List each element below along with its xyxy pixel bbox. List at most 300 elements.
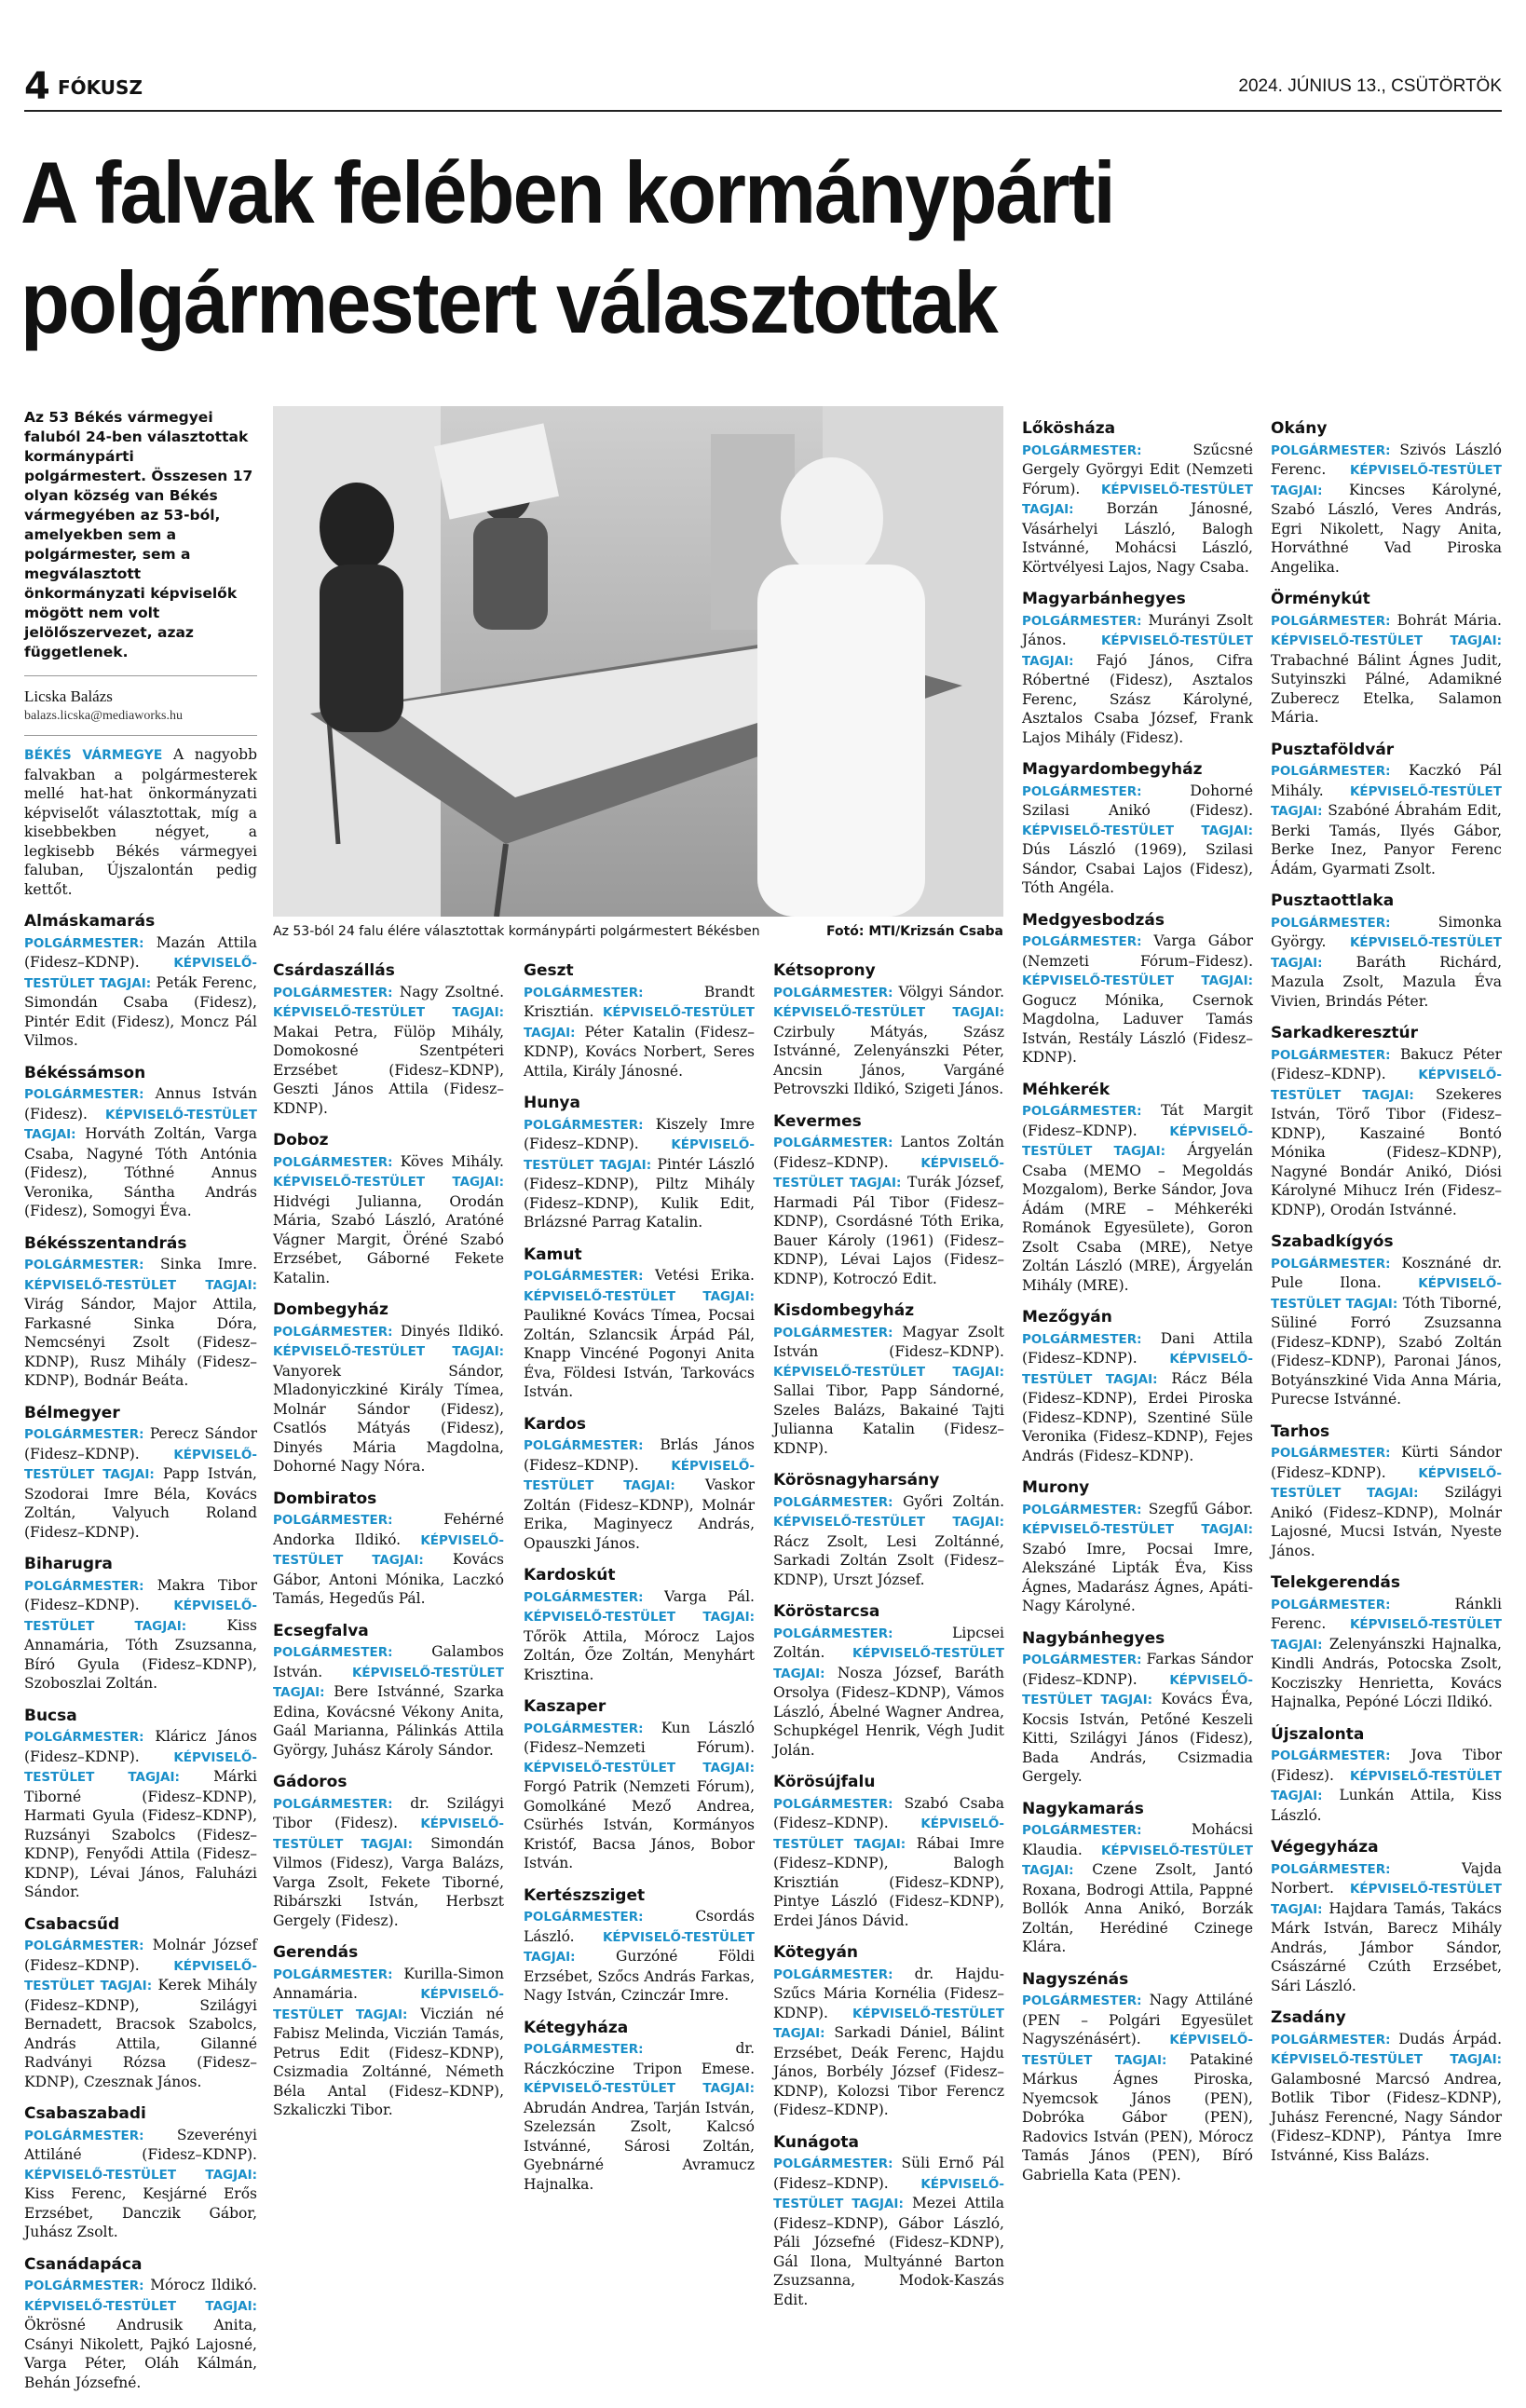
council-label: KÉPVISELŐ-TESTÜLET TAGJAI: bbox=[773, 1816, 1004, 1852]
mayor-value: Lantos Zoltán (Fidesz–KDNP). bbox=[773, 1134, 1004, 1171]
mayor-label: POLGÁRMESTER: bbox=[1271, 1748, 1391, 1763]
council-label: KÉPVISELŐ-TESTÜLET TAGJAI: bbox=[273, 1175, 504, 1190]
settlement-entry bbox=[1022, 441, 1253, 578]
settlement-name: Murony bbox=[1022, 1478, 1090, 1497]
settlement-entry bbox=[773, 1133, 1004, 1288]
settlement-entry bbox=[773, 1794, 1004, 1931]
council-value: Szilágyi Anikó (Fidesz–KDNP), Molnár Lajosné, Mucsi István, Nyeste János. bbox=[1271, 1484, 1502, 1559]
photo-credit: Fotó: MTI/Krizsán Csaba bbox=[825, 924, 1003, 939]
settlement-name: Kardoskút bbox=[524, 1566, 616, 1585]
mayor-label: POLGÁRMESTER: bbox=[524, 985, 644, 1000]
council-value: Lunkán Attila, Kiss László. bbox=[1271, 1787, 1502, 1824]
headline: A falvak felében kormánypárti polgármestert választottak bbox=[20, 143, 1114, 351]
settlement-name: Medgyesbodzás bbox=[1022, 910, 1165, 930]
settlement-entry bbox=[524, 1907, 755, 2006]
settlement-name: Nagykamarás bbox=[1022, 1799, 1144, 1818]
settlement-name: Kötegyán bbox=[773, 1943, 859, 1962]
council-value: Dús László (1969), Szilasi Sándor, Csabai Lajos (Fidesz), Tóth Angéla. bbox=[1022, 841, 1253, 896]
mayor-label: POLGÁRMESTER: bbox=[773, 1796, 893, 1812]
mayor-value: Tát Margit (Fidesz–KDNP). bbox=[1022, 1102, 1253, 1139]
settlement-name: Körösújfalu bbox=[773, 1773, 876, 1791]
council-label: KÉPVISELŐ-TESTÜLET TAGJAI: bbox=[773, 1005, 1004, 1020]
settlement-name: Doboz bbox=[273, 1131, 329, 1150]
council-label: KÉPVISELŐ-TESTÜLET TAGJAI: bbox=[524, 1288, 755, 1304]
settlement-entry bbox=[24, 1576, 257, 1694]
mayor-value: Jova Tibor (Fidesz). bbox=[1271, 1747, 1502, 1784]
settlement-entry bbox=[1022, 1500, 1253, 1616]
council-value: Rácz Béla (Fidesz–KDNP), Erdei Piroska (Fidesz–KDNP), Szentiné Süle Veronika (Fidesz–KDNP), Fejes András (Fidesz–KDNP). bbox=[1022, 1369, 1253, 1464]
mayor-value: Kiszely Imre (Fidesz–KDNP). bbox=[524, 1115, 755, 1152]
intro-text: A nagyobb falvakban a polgármesterek mellé hat-hat önkormányzati képviselőt választottak, míg a kisebbekben négyet, a legkisebb Békés vármegyei faluban, Újszalontán pedig kettőt. bbox=[24, 746, 257, 898]
mayor-label: POLGÁRMESTER: bbox=[1271, 1256, 1391, 1272]
council-label: KÉPVISELŐ-TESTÜLET TAGJAI: bbox=[273, 1532, 504, 1568]
mayor-label: POLGÁRMESTER: bbox=[524, 1438, 644, 1453]
council-value: Hajdara Tamás, Takács Márk István, Barecz Mihály András, Jámbor Sándor, Császárné Czúth Erzsébet, Sári László. bbox=[1271, 1899, 1502, 1994]
mayor-label: POLGÁRMESTER: bbox=[524, 2042, 644, 2057]
council-value: Turák József, Harmadi Pál Tibor (Fidesz–KDNP), Csordásné Tóth Erika, Bauer Károly (1961) (Fidesz–KDNP), Lévai Lajos (Fidesz–KDNP), Kotroczó Edit. bbox=[773, 1174, 1004, 1287]
mayor-value: Szabó Csaba (Fidesz–KDNP). bbox=[773, 1794, 1004, 1831]
council-label: KÉPVISELŐ-TESTÜLET TAGJAI: bbox=[24, 1277, 257, 1293]
council-label: KÉPVISELŐ-TESTÜLET TAGJAI: bbox=[24, 1958, 257, 1993]
council-label: KÉPVISELŐ-TESTÜLET TAGJAI: bbox=[524, 1005, 755, 1041]
settlement-name: Magyardombegyház bbox=[1022, 760, 1203, 779]
council-value: Rábai Imre (Fidesz–KDNP), Balogh Krisztián (Fidesz–KDNP), Pintye László (Fidesz–KDNP), Erdei János Dávid. bbox=[773, 1834, 1005, 1929]
settlement-name: Mezőgyán bbox=[1022, 1308, 1112, 1326]
mayor-value: Mohácsi Klaudia. bbox=[1022, 1821, 1253, 1858]
council-label: KÉPVISELŐ-TESTÜLET TAGJAI: bbox=[773, 2176, 1004, 2211]
settlement-entry bbox=[773, 1965, 1004, 2120]
council-label: KÉPVISELŐ-TESTÜLET TAGJAI: bbox=[1022, 633, 1253, 669]
mayor-label: POLGÁRMESTER: bbox=[1022, 1823, 1142, 1838]
settlement-name: Kunágota bbox=[773, 2132, 859, 2152]
mayor-value: dr. Hajdu-Szűcs Mária Kornélia (Fidesz–KDNP). bbox=[773, 1965, 1004, 2021]
settlement-entry bbox=[24, 1936, 257, 2091]
settlement-entry bbox=[524, 983, 755, 1082]
mayor-value: Mazán Attila (Fidesz–KDNP). bbox=[24, 933, 257, 971]
mayor-value: dr. Szilágyi Tibor (Fidesz). bbox=[273, 1794, 504, 1831]
entries-col6 bbox=[1271, 419, 1502, 2165]
settlement-name: Okány bbox=[1271, 419, 1328, 438]
settlement-name: Kaszaper bbox=[524, 1697, 606, 1716]
council-value: Patakiné Márkus Ágnes Piroska, Nyemcsok János (PEN), Dobróka Gábor (PEN), Radovics István (PEN), Mórocz Tamás János (PEN), Bíró Gabriella Kata (PEN). bbox=[1022, 2050, 1253, 2184]
settlement-name: Pusztaföldvár bbox=[1271, 740, 1395, 759]
mayor-value: Farkas Sándor (Fidesz–KDNP). bbox=[1022, 1651, 1253, 1688]
settlement-name: Nagyszénás bbox=[1022, 1969, 1129, 1989]
council-value: Paulikné Kovács Tímea, Pocsai Zoltán, Szlancsik Árpád Pál, Knapp Vincéné Pogonyi Anita Éva, Földesi István, Tarkovács István. bbox=[524, 1307, 755, 1400]
column-4 bbox=[773, 948, 1004, 2311]
settlement-entry bbox=[1022, 1101, 1253, 1295]
settlement-entry bbox=[1271, 1045, 1502, 1220]
council-label: KÉPVISELŐ-TESTÜLET TAGJAI: bbox=[1271, 1465, 1502, 1501]
council-label: KÉPVISELŐ-TESTÜLET TAGJAI: bbox=[1271, 463, 1502, 498]
settlement-entry bbox=[1022, 1650, 1253, 1787]
council-label: KÉPVISELŐ-TESTÜLET TAGJAI: bbox=[1022, 482, 1253, 517]
mayor-label: POLGÁRMESTER: bbox=[24, 1258, 144, 1272]
mayor-label: POLGÁRMESTER: bbox=[1271, 1861, 1391, 1877]
mayor-label: POLGÁRMESTER: bbox=[524, 1910, 644, 1925]
mayor-label: POLGÁRMESTER: bbox=[773, 1494, 893, 1510]
settlement-entry bbox=[1271, 2030, 1502, 2166]
mayor-label: POLGÁRMESTER: bbox=[24, 1730, 144, 1745]
settlement-entry bbox=[1022, 782, 1253, 898]
settlement-name: Csabacsűd bbox=[24, 1914, 120, 1934]
council-label: KÉPVISELŐ-TESTÜLET TAGJAI: bbox=[1271, 783, 1502, 819]
settlement-entry bbox=[524, 1115, 755, 1232]
mayor-value: Sinka Imre. bbox=[160, 1256, 257, 1272]
mayor-value: Szivós László Ferenc. bbox=[1271, 441, 1502, 478]
council-value: Gurzóné Földi Erzsébet, Szőcs András Farkas, Nagy István, Czinczár Imre. bbox=[524, 1948, 755, 2004]
mayor-value: Szeverényi Attiláné (Fidesz–KDNP). bbox=[24, 2126, 257, 2163]
settlement-entry bbox=[524, 1266, 755, 1402]
issue-date: 2024. JÚNIUS 13., CSÜTÖRTÖK bbox=[1238, 76, 1502, 96]
mayor-value: Mórocz Ildikó. bbox=[150, 2277, 257, 2293]
mayor-value: Kürti Sándor (Fidesz–KDNP). bbox=[1271, 1444, 1502, 1481]
column-1 bbox=[24, 408, 257, 2394]
settlement-entry bbox=[524, 1719, 755, 1873]
settlement-name: Almáskamarás bbox=[24, 912, 156, 931]
council-value: Tőrök Attila, Mórocz Lajos Zoltán, Őze Zoltán, Menyhárt Krisztina. bbox=[524, 1627, 755, 1683]
council-value: Papp István, Szodorai Imre Béla, Kovács Zoltán, Valyuch Roland (Fidesz–KDNP). bbox=[24, 1465, 257, 1541]
settlement-name: Ecsegfalva bbox=[273, 1621, 369, 1640]
mayor-value: Süli Ernő Pál (Fidesz–KDNP). bbox=[773, 2155, 1004, 2192]
settlement-name: Pusztaottlaka bbox=[1271, 891, 1395, 910]
council-label: KÉPVISELŐ-TESTÜLET TAGJAI: bbox=[1271, 1276, 1502, 1312]
council-label: KÉPVISELŐ-TESTÜLET TAGJAI: bbox=[1271, 1882, 1502, 1917]
settlement-name: Sarkadkeresztúr bbox=[1271, 1024, 1418, 1042]
mayor-value: Molnár József (Fidesz–KDNP). bbox=[24, 1937, 257, 1974]
mayor-value: Dani Attila (Fidesz–KDNP). bbox=[1022, 1329, 1253, 1367]
council-value: Árgyelán Csaba (MEMO – Megoldás Mozgalom), Berke Sándor, Jova Ádám (MRE – Méhkeréki Románok Egyesülete), Goron Zsolt Csaba (MRE), Netye Zoltán László (MRE), Árgyelán Mihály (MRE). bbox=[1022, 1142, 1253, 1294]
settlement-entry bbox=[524, 2039, 755, 2194]
council-label: KÉPVISELŐ-TESTÜLET TAGJAI: bbox=[1271, 935, 1502, 971]
settlement-entry bbox=[273, 983, 504, 1119]
caption-text: Az 53-ból 24 falu élére választottak kormánypárti polgármestert Békésben bbox=[273, 924, 760, 939]
mayor-label: POLGÁRMESTER: bbox=[1271, 764, 1391, 779]
mayor-label: POLGÁRMESTER: bbox=[1022, 1331, 1142, 1347]
settlement-entry bbox=[24, 1255, 257, 1391]
settlement-name: Kertészsziget bbox=[524, 1885, 646, 1905]
lead-paragraph: Az 53 Békés vármegyei faluból 24-ben választottak kormánypárti polgármestert. Összesen 17 olyan község van Békés vármegyében az 53-ból, amelyekben sem a polgármester, sem a megválasztott önkormányzati képviselők mögött nem volt jelölőszervezet, azaz függetlenek. bbox=[24, 409, 253, 660]
mayor-label: POLGÁRMESTER: bbox=[1271, 2032, 1391, 2047]
mayor-value: Dinyés Ildikó. bbox=[400, 1322, 504, 1340]
settlement-entry bbox=[1271, 1595, 1502, 1712]
council-label: KÉPVISELŐ-TESTÜLET TAGJAI: bbox=[1022, 1522, 1253, 1537]
settlement-name: Méhkerék bbox=[1022, 1080, 1110, 1099]
mayor-label: POLGÁRMESTER: bbox=[24, 935, 144, 951]
mayor-value: Murányi Zsolt János. bbox=[1022, 611, 1253, 648]
council-label: KÉPVISELŐ-TESTÜLET TAGJAI: bbox=[773, 1364, 1004, 1380]
council-value: Bere Istvánné, Szarka Edina, Kovácsné Vékony Anita, Gaál Marianna, Pálinkás Attila György, Juhász Károly Sándor. bbox=[273, 1683, 504, 1759]
entries-col2 bbox=[273, 961, 504, 2120]
council-value: Kovács Gábor, Antoni Mónika, Laczkó Tamás, Hegedűs Pál. bbox=[273, 1551, 504, 1607]
photo-caption bbox=[273, 924, 1003, 939]
council-value: Baráth Richárd, Mazula Zsolt, Mazula Éva Vivien, Brindás Péter. bbox=[1271, 953, 1502, 1010]
council-label: KÉPVISELŐ-TESTÜLET TAGJAI: bbox=[1271, 1617, 1502, 1653]
council-value: Makai Petra, Fülöp Mihály, Domokosné Szentpéteri Erzsébet (Fidesz–KDNP), Geszti János Attila (Fidesz–KDNP). bbox=[273, 1023, 504, 1117]
mayor-label: POLGÁRMESTER: bbox=[773, 985, 893, 1000]
council-value: Márki Tiborné (Fidesz–KDNP), Harmati Gyula (Fidesz–KDNP), Ruzsányi Szabolcs (Fidesz–KDNP), Fenyődi Attila (Fidesz–KDNP), Lévai János, Faluházi Sándor. bbox=[24, 1768, 257, 1900]
settlement-entry bbox=[773, 2154, 1004, 2309]
settlement-entry bbox=[1022, 1991, 1253, 2184]
mayor-label: POLGÁRMESTER: bbox=[524, 1721, 644, 1736]
council-label: KÉPVISELŐ-TESTÜLET TAGJAI: bbox=[24, 1107, 257, 1142]
mayor-value: Kaczkó Pál Mihály. bbox=[1271, 762, 1502, 799]
settlement-name: Kamut bbox=[524, 1245, 582, 1264]
settlement-entry bbox=[1271, 913, 1502, 1012]
council-value: Peták Ferenc, Simondán Csaba (Fidesz), Pintér Edit (Fidesz), Moncz Pál Vilmos. bbox=[24, 973, 257, 1049]
council-label: KÉPVISELŐ-TESTÜLET TAGJAI: bbox=[524, 1610, 755, 1625]
mayor-label: POLGÁRMESTER: bbox=[524, 1589, 644, 1605]
council-label: KÉPVISELŐ-TESTÜLET TAGJAI: bbox=[273, 1987, 504, 2022]
council-label: KÉPVISELŐ-TESTÜLET TAGJAI: bbox=[273, 1344, 504, 1359]
mayor-label: POLGÁRMESTER: bbox=[1271, 1597, 1391, 1612]
settlement-entry bbox=[24, 1424, 257, 1542]
council-value: Tóth Tiborné, Süliné Forró Zsuzsanna (Fidesz–KDNP), Szabó Zoltán (Fidesz–KDNP), Paronai János, Botyánszkiné Vida Anna Mária, Purecse Istvánné. bbox=[1271, 1294, 1502, 1408]
settlement-name: Újszalonta bbox=[1271, 1724, 1365, 1744]
mayor-label: POLGÁRMESTER: bbox=[24, 1939, 144, 1953]
entries-col1 bbox=[24, 912, 257, 2392]
settlement-entry bbox=[1022, 1820, 1253, 1957]
settlement-name: Körösnagyharsány bbox=[773, 1471, 940, 1490]
council-value: Galambosné Marcsó Andrea, Botlik Tibor (Fidesz–KDNP), Juhász Ferencné, Nagy Sándor (Fidesz–KDNP), Pántya Imre Istvánné, Kiss Balázs. bbox=[1271, 2070, 1502, 2164]
council-value: Pintér László (Fidesz–KDNP), Piltz Mihály (Fidesz–KDNP), Kulik Edit, Brlázsné Parrag Katalin. bbox=[524, 1155, 755, 1231]
mayor-value: Makra Tibor (Fidesz–KDNP). bbox=[24, 1576, 257, 1613]
mayor-value: Simonka György. bbox=[1271, 913, 1502, 950]
entries-col3 bbox=[524, 961, 755, 2194]
council-label: KÉPVISELŐ-TESTÜLET TAGJAI: bbox=[24, 2167, 257, 2183]
settlement-entry bbox=[273, 1152, 504, 1288]
column-6 bbox=[1271, 406, 1502, 2167]
mayor-value: Dudás Árpád. bbox=[1398, 2030, 1502, 2047]
council-label: KÉPVISELŐ-TESTÜLET TAGJAI: bbox=[524, 2081, 755, 2096]
mayor-label: POLGÁRMESTER: bbox=[1022, 934, 1142, 949]
mayor-value: Varga Gábor (Nemzeti Fórum–Fidesz). bbox=[1022, 932, 1253, 970]
mayor-label: POLGÁRMESTER: bbox=[1022, 1993, 1142, 2008]
council-label: KÉPVISELŐ-TESTÜLET TAGJAI: bbox=[24, 2298, 257, 2314]
mayor-value: Kun László (Fidesz–Nemzeti Fórum). bbox=[524, 1719, 755, 1756]
council-label: KÉPVISELŐ-TESTÜLET TAGJAI: bbox=[1022, 973, 1253, 988]
council-value: Gogucz Mónika, Csernok Magdolna, Laduver Tamás István, Restály László (Fidesz–KDNP). bbox=[1022, 991, 1253, 1066]
settlement-entry bbox=[24, 933, 257, 1051]
mayor-value: Kurilla-Simon Annamária. bbox=[273, 1965, 504, 2002]
mayor-value: dr. Ráczkóczine Tripon Emese. bbox=[524, 2040, 755, 2077]
mayor-label: POLGÁRMESTER: bbox=[273, 1645, 393, 1660]
council-value: Fajó János, Cifra Róbertné (Fidesz), Asztalos Ferenc, Szász Károlyné, Asztalos Csaba József, Frank Lajos Mihály (Fidesz). bbox=[1022, 651, 1253, 746]
mayor-value: Völgyi Sándor. bbox=[898, 983, 1004, 1000]
settlement-entry bbox=[773, 1323, 1004, 1459]
settlement-name: Bucsa bbox=[24, 1706, 77, 1725]
mayor-value: Bohrát Mária. bbox=[1397, 611, 1502, 629]
column-5 bbox=[1022, 406, 1253, 2186]
settlement-name: Csabaszabadi bbox=[24, 2104, 146, 2123]
council-label: KÉPVISELŐ-TESTÜLET TAGJAI: bbox=[773, 1155, 1004, 1190]
settlement-name: Dombiratos bbox=[273, 1489, 377, 1508]
mayor-value: Kosznáné dr. Pule Ilona. bbox=[1271, 1254, 1502, 1291]
council-label: KÉPVISELŐ-TESTÜLET TAGJAI: bbox=[1271, 2052, 1502, 2067]
settlement-name: Örménykút bbox=[1271, 590, 1370, 608]
settlement-name: Kisdombegyház bbox=[773, 1301, 915, 1320]
settlement-name: Zsadány bbox=[1271, 2008, 1346, 2027]
mayor-value: Dohorné Szilasi Anikó (Fidesz). bbox=[1022, 782, 1253, 819]
mayor-label: POLGÁRMESTER: bbox=[1022, 1502, 1142, 1517]
settlement-name: Tarhos bbox=[1271, 1422, 1330, 1441]
settlement-entry bbox=[24, 2276, 257, 2392]
settlement-name: Bélmegyer bbox=[24, 1403, 120, 1422]
mayor-label: POLGÁRMESTER: bbox=[524, 1269, 644, 1284]
settlement-entry bbox=[1271, 761, 1502, 878]
column-3 bbox=[524, 948, 755, 2196]
settlement-entry bbox=[24, 2126, 257, 2242]
settlement-name: Csanádapáca bbox=[24, 2254, 143, 2274]
council-value: Abrudán Andrea, Tarján István, Szelezsán Zsolt, Kalcsó Istvánné, Sárosi Zoltán, Gyebnárné Avramucz Hajnalka. bbox=[524, 2099, 755, 2193]
mayor-label: POLGÁRMESTER: bbox=[24, 1087, 144, 1102]
mayor-value: Nagy Attiláné (PEN – Polgári Egyesület Nagyszénásért). bbox=[1022, 1992, 1253, 2047]
mayor-value: Bakucz Péter (Fidesz–KDNP). bbox=[1271, 1045, 1502, 1082]
mayor-value: Csordás László. bbox=[524, 1908, 755, 1945]
council-label: KÉPVISELŐ-TESTÜLET TAGJAI: bbox=[773, 1515, 1004, 1530]
council-value: Horváth Zoltán, Varga Csaba, Nagyné Tóth Antónia (Fidesz), Tóthné Annus Veronika, Sántha András (Fidesz), Somogyi Éva. bbox=[24, 1125, 257, 1219]
settlement-entry bbox=[1271, 1254, 1502, 1409]
council-label: KÉPVISELŐ-TESTÜLET TAGJAI: bbox=[773, 2006, 1004, 2041]
mayor-value: Kláricz János (Fidesz–KDNP). bbox=[24, 1728, 257, 1765]
settlement-entry bbox=[24, 1084, 257, 1221]
mayor-label: POLGÁRMESTER: bbox=[273, 1513, 393, 1528]
settlement-entry bbox=[273, 1642, 504, 1760]
mayor-label: POLGÁRMESTER: bbox=[1022, 442, 1142, 458]
mayor-value: Nagy Zsoltné. bbox=[399, 983, 504, 1000]
settlement-name: Köröstarcsa bbox=[773, 1602, 880, 1621]
council-label: KÉPVISELŐ-TESTÜLET TAGJAI: bbox=[24, 1447, 257, 1482]
council-value: Szabóné Ábrahám Edit, Berki Tamás, Ilyés Gábor, Berke Inez, Panyor Ferenc Ádám, Gyarmati Zsolt. bbox=[1271, 802, 1502, 877]
council-value: Forgó Patrik (Nemzeti Fórum), Gomolkáné Mező Andrea, Csürhés István, Kormányos Kristóf, Bacsa János, Bobor István. bbox=[524, 1778, 755, 1871]
mayor-value: Brlás János (Fidesz–KDNP). bbox=[524, 1436, 755, 1474]
mayor-value: Fehérné Andorka Ildikó. bbox=[273, 1511, 504, 1548]
mayor-value: Ránkli Ferenc. bbox=[1271, 1595, 1502, 1632]
mayor-value: Vajda Norbert. bbox=[1271, 1859, 1502, 1897]
settlement-name: Békésszentandrás bbox=[24, 1233, 187, 1253]
column-2 bbox=[273, 948, 504, 2122]
mayor-value: Varga Pál. bbox=[664, 1587, 755, 1605]
council-label: KÉPVISELŐ-TESTÜLET TAGJAI: bbox=[1271, 1768, 1502, 1803]
settlement-name: Lőkösháza bbox=[1022, 419, 1116, 438]
council-value: Szabó Imre, Pocsai Imre, Alekszáné Lipták Éva, Kiss Ágnes, Madarász Ágnes, Apáti-Nagy Károlyné. bbox=[1022, 1540, 1253, 1614]
settlement-entry bbox=[524, 1435, 755, 1553]
mayor-value: Szűcsné Gergely Györgyi Edit (Nemzeti Fórum). bbox=[1022, 441, 1253, 497]
mayor-label: POLGÁRMESTER: bbox=[1271, 613, 1391, 629]
settlement-name: Telekgerendás bbox=[1271, 1573, 1401, 1592]
settlement-name: Kétegyháza bbox=[524, 2018, 629, 2037]
settlement-entry bbox=[273, 1322, 504, 1476]
settlement-entry bbox=[1022, 1329, 1253, 1466]
settlement-name: Dombegyház bbox=[273, 1300, 388, 1319]
council-value: Trabachné Bálint Ágnes Judit, Sutyinszki Pálné, Adamikné Zuberecz Etelka, Salamon Mária. bbox=[1271, 651, 1502, 726]
mayor-label: POLGÁRMESTER: bbox=[24, 1427, 144, 1442]
council-value: Virág Sándor, Major Attila, Farkasné Sinka Dóra, Nemcsényi Zsolt (Fidesz–KDNP), Rusz Mihály (Fidesz–KDNP), Bodnár Beáta. bbox=[24, 1296, 257, 1389]
settlement-name: Magyarbánhegyes bbox=[1022, 590, 1186, 608]
council-label: KÉPVISELŐ-TESTÜLET TAGJAI: bbox=[524, 1929, 755, 1965]
council-label: KÉPVISELŐ-TESTÜLET TAGJAI: bbox=[273, 1665, 504, 1700]
mayor-value: Perecz Sándor (Fidesz–KDNP). bbox=[24, 1425, 257, 1462]
council-value: Kerek Mihály (Fidesz–KDNP), Szilágyi Bernadett, Bracsok Szabolcs, András Attila, Gilanné Radványi Rózsa (Fidesz–KDNP), Czesznak János. bbox=[24, 1977, 257, 2090]
council-label: KÉPVISELŐ-TESTÜLET TAGJAI: bbox=[1022, 1672, 1253, 1707]
council-value: Kincses Károlyné, Szabó László, Veres András, Egri Nikolett, Nagy Anita, Horváthné Vad Piroska Angelika. bbox=[1271, 481, 1502, 576]
settlement-name: Kardos bbox=[524, 1414, 586, 1434]
settlement-name: Szabadkígyós bbox=[1271, 1232, 1394, 1251]
council-label: KÉPVISELŐ-TESTÜLET TAGJAI: bbox=[1022, 2033, 1253, 2068]
mayor-label: POLGÁRMESTER: bbox=[1271, 1047, 1391, 1063]
council-value: Borzán Jánosné, Vásárhelyi László, Balogh Istvánné, Mohácsi László, Körtvélyesi Lajos, Nagy Csaba. bbox=[1022, 500, 1253, 576]
council-value: Mezei Attila (Fidesz–KDNP), Gábor László, Páli Józsefné (Fidesz–KDNP), Gál Ilona, Multyánné Barton Zsuzsanna, Modok-Kaszás Edit. bbox=[773, 2195, 1004, 2308]
settlement-name: Kevermes bbox=[773, 1111, 862, 1131]
settlement-name: Gádoros bbox=[273, 1773, 347, 1791]
council-label: KÉPVISELŐ-TESTÜLET TAGJAI: bbox=[1022, 1843, 1253, 1878]
council-value: Sarkadi Dániel, Bálint Erzsébet, Deák Ferenc, Hajdu János, Borbély József (Fidesz–KDNP), Kolozsi Tibor Ferencz (Fidesz–KDNP). bbox=[773, 2024, 1004, 2118]
mayor-label: POLGÁRMESTER: bbox=[773, 1325, 893, 1340]
council-value: Sallai Tibor, Papp Sándorné, Szeles Balázs, Bakainé Tajti Julianna Katalin (Fidesz–KDNP). bbox=[773, 1382, 1004, 1457]
settlement-name: Nagybánhegyes bbox=[1022, 1628, 1165, 1648]
photo-illustration bbox=[273, 406, 1003, 917]
settlement-name: Biharugra bbox=[24, 1555, 113, 1573]
settlement-entry bbox=[1271, 1746, 1502, 1825]
settlement-entry bbox=[273, 1510, 504, 1609]
intro-paragraph bbox=[24, 745, 257, 899]
mayor-value: Lipcsei Zoltán. bbox=[773, 1624, 1004, 1661]
section-title: FÓKUSZ bbox=[58, 76, 143, 99]
mayor-label: POLGÁRMESTER: bbox=[24, 2128, 144, 2143]
council-label: KÉPVISELŐ-TESTÜLET TAGJAI: bbox=[1022, 1352, 1253, 1387]
settlement-name: Békéssámson bbox=[24, 1063, 146, 1082]
mayor-value: Szegfű Gábor. bbox=[1148, 1500, 1253, 1517]
council-label: KÉPVISELŐ-TESTÜLET TAGJAI: bbox=[24, 1599, 257, 1634]
settlement-entry bbox=[524, 1587, 755, 1685]
settlement-name: Gerendás bbox=[273, 1943, 359, 1962]
settlement-entry bbox=[1271, 611, 1502, 728]
council-value: Czirbuly Mátyás, Szász Istvánné, Zelenyánszki Péter, Ancsin János, Vargáné Petrovszki Ildikó, Szigeti János. bbox=[773, 1023, 1004, 1097]
mayor-label: POLGÁRMESTER: bbox=[24, 2279, 144, 2293]
council-value: Zelenyánszki Hajnalka, Kindli András, Potocska Zsolt, Kocziszky Henrietta, Kovács Hajnalka, Pepóné Lóczi Ildikó. bbox=[1271, 1635, 1502, 1710]
mayor-value: Magyar Zsolt István (Fidesz–KDNP). bbox=[773, 1323, 1004, 1360]
council-label: KÉPVISELŐ-TESTÜLET TAGJAI: bbox=[24, 1749, 257, 1785]
council-value: Vanyorek Sándor, Mladonyiczkiné Király Tímea, Molnár Sándor (Fidesz), Csatlós Mátyás (Fidesz), Dinyés Mária Magdolna, Dohorné Nagy Nóra. bbox=[273, 1362, 504, 1475]
council-value: Ökrösné Andrusik Anita, Csányi Nikolett, Pajkó Lajosné, Varga Péter, Oláh Kálmán, Behán Józsefné. bbox=[24, 2317, 257, 2391]
author-email[interactable]: balazs.licska@mediaworks.hu bbox=[24, 707, 257, 737]
mayor-label: POLGÁRMESTER: bbox=[1022, 613, 1142, 629]
settlement-entry bbox=[773, 983, 1004, 1099]
council-label: KÉPVISELŐ-TESTÜLET TAGJAI: bbox=[524, 1760, 755, 1775]
author-name: Licska Balázs bbox=[24, 675, 257, 707]
mayor-label: POLGÁRMESTER: bbox=[773, 2156, 893, 2171]
mayor-label: POLGÁRMESTER: bbox=[273, 985, 393, 1000]
settlement-entry bbox=[1271, 1443, 1502, 1560]
mayor-value: Galambos István. bbox=[273, 1643, 504, 1680]
mayor-value: Brandt Krisztián. bbox=[524, 983, 755, 1020]
mayor-label: POLGÁRMESTER: bbox=[773, 1966, 893, 1982]
council-value: Kiss Ferenc, Kesjárné Erős Erzsébet, Danczik Gábor, Juhász Zsolt. bbox=[24, 2185, 257, 2240]
settlement-entry bbox=[273, 1965, 504, 2120]
settlement-name: Végegyháza bbox=[1271, 1838, 1379, 1857]
settlement-entry bbox=[1271, 441, 1502, 578]
mayor-value: Vetési Erika. bbox=[655, 1267, 755, 1284]
mayor-label: POLGÁRMESTER: bbox=[1271, 1446, 1391, 1461]
council-label: KÉPVISELŐ-TESTÜLET TAGJAI: bbox=[24, 956, 257, 991]
council-label: KÉPVISELŐ-TESTÜLET TAGJAI: bbox=[1271, 633, 1502, 648]
council-value: Szekeres István, Törő Tibor (Fidesz–KDNP), Kaszainé Bontó Mónika (Fidesz–KDNP), Nagyné Bondár Anikó, Diósi Károlyné Mihucz Irén (Fidesz–KDNP), Orodán Istvánné. bbox=[1271, 1085, 1502, 1218]
page-number: 4 bbox=[24, 65, 50, 108]
settlement-name: Csárdaszállás bbox=[273, 961, 395, 980]
mayor-label: POLGÁRMESTER: bbox=[273, 1966, 393, 1982]
mayor-label: POLGÁRMESTER: bbox=[1022, 783, 1142, 799]
council-value: Vaskor Zoltán (Fidesz–KDNP), Molnár Erika, Maginyecz András, Opauszki János. bbox=[524, 1476, 755, 1552]
